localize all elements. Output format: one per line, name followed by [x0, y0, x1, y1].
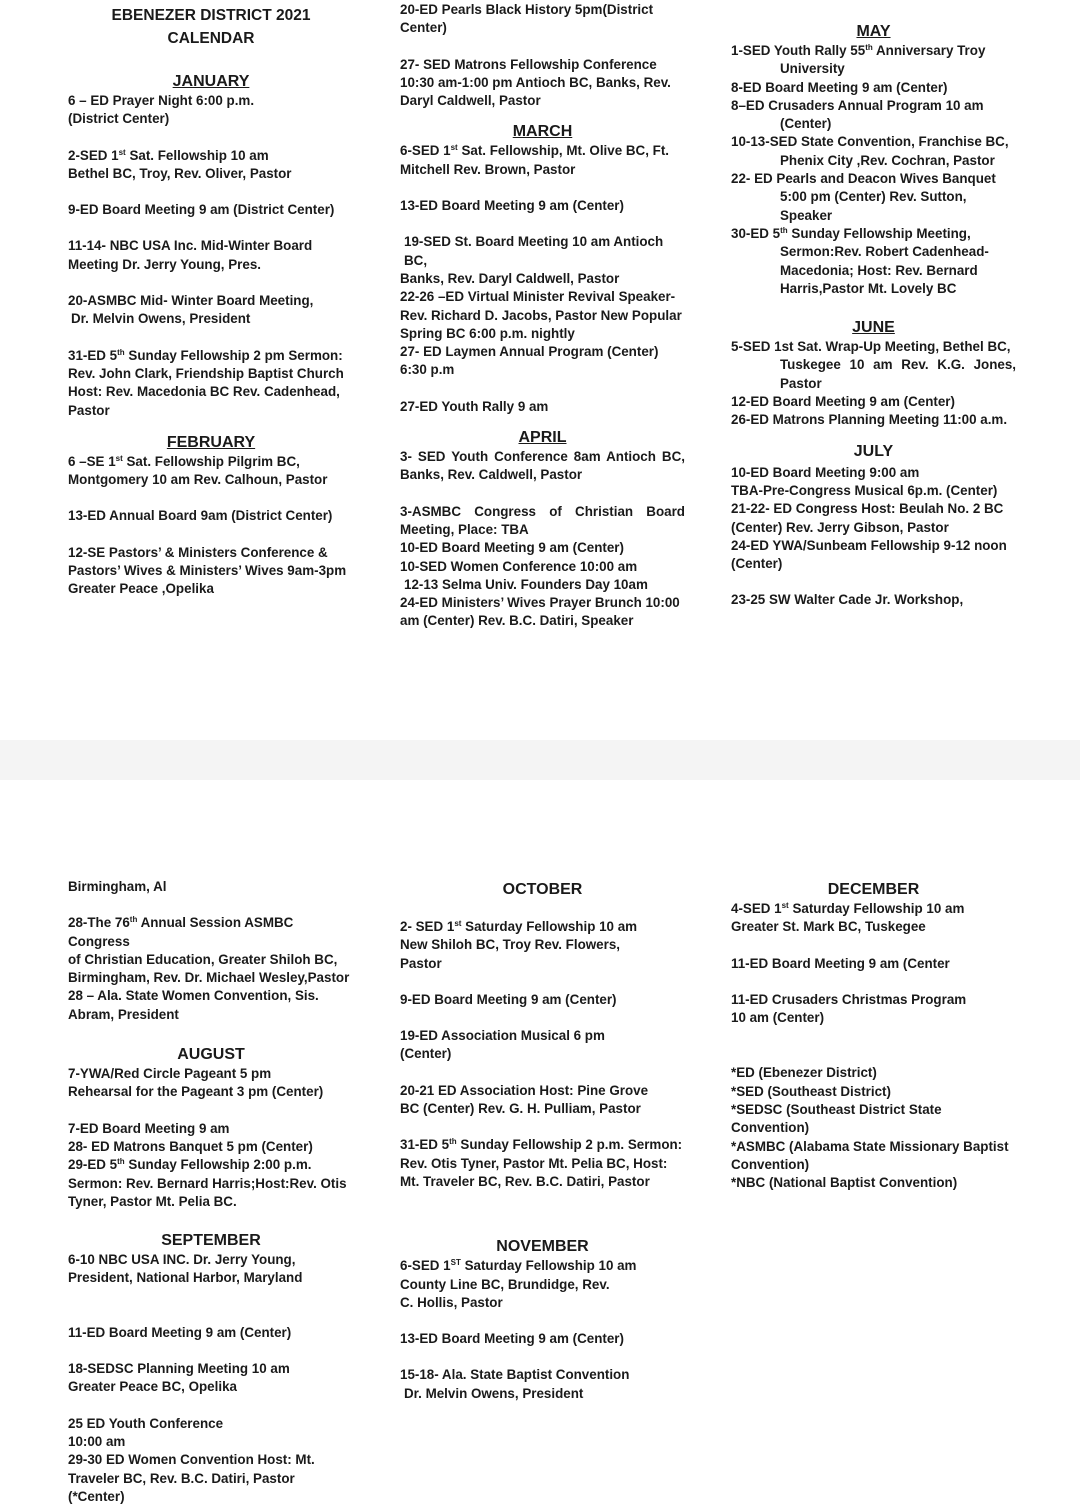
event-line: Spring BC 6:00 p.m. nightly — [400, 325, 575, 341]
event-line: 10-ED Board Meeting 9 am (Center) — [400, 540, 624, 556]
month-heading-may: MAY — [856, 23, 891, 40]
legend-item: *SED (Southeast District) — [731, 1083, 891, 1099]
month-heading-january: JANUARY — [172, 73, 250, 90]
column-1 — [68, 878, 354, 1506]
event-line: 3-ASMBC Congress of Christian Board — [400, 503, 685, 519]
event-line: (Center) — [780, 116, 832, 132]
event-line: Meeting, Place: TBA — [400, 521, 529, 537]
event-line: 13-ED Board Meeting 9 am (Center) — [400, 198, 624, 214]
event-line: Pastor — [400, 955, 442, 971]
event-line: 9-ED Board Meeting 9 am (Center) — [400, 991, 617, 1007]
legend-item: *ED (Ebenezer District) — [731, 1065, 877, 1081]
column-1 — [68, 4, 354, 599]
document-title-line2: CALENDAR — [167, 30, 255, 47]
event-line: 4-SED 1st Saturday Fellowship 10 am — [731, 901, 965, 916]
event-line: Abram, President — [68, 1006, 179, 1022]
event-line: 13-ED Board Meeting 9 am (Center) — [400, 1331, 624, 1347]
event-line: University — [780, 61, 845, 77]
event-line: (District Center) — [68, 111, 170, 127]
event-line: Rehearsal for the Pageant 3 pm (Center) — [68, 1084, 324, 1100]
event-line: (Center) — [731, 556, 783, 572]
event-line: Pastor — [68, 402, 110, 418]
event-line: 15-18- Ala. State Baptist Convention — [400, 1367, 630, 1383]
event-line: 12-13 Selma Univ. Founders Day 10am — [404, 576, 648, 592]
event-line: Traveler BC, Rev. B.C. Datiri, Pastor (*Center) — [68, 1470, 295, 1504]
event-line: Mitchell Rev. Brown, Pastor — [400, 161, 576, 177]
legend-item: *ASMBC (Alabama State Missionary Baptist Convention) — [731, 1138, 1009, 1172]
month-heading-july: JULY — [853, 442, 894, 460]
event-line: 28 – Ala. State Women Convention, Sis. — [68, 988, 319, 1004]
event-line: 7-ED Board Meeting 9 am — [68, 1120, 230, 1136]
event-line: 3- SED Youth Conference 8am Antioch BC, — [400, 449, 685, 465]
event-line: 10:30 am-1:00 pm Antioch BC, Banks, Rev. — [400, 74, 671, 90]
event-line: Pastors’ Wives & Ministers’ Wives 9am-3pm — [68, 563, 347, 579]
event-line: 10-SED Women Conference 10:00 am — [400, 558, 638, 574]
column-2 — [400, 880, 685, 1403]
event-line: 6 – ED Prayer Night 6:00 p.m. — [68, 93, 255, 108]
event-line: 8-ED Board Meeting 9 am (Center) — [731, 79, 948, 95]
event-line: 29-ED 5th Sunday Fellowship 2:00 p.m. — [68, 1157, 312, 1173]
month-heading-march: MARCH — [512, 123, 573, 141]
event-line: 2- SED 1st Saturday Fellowship 10 am — [400, 919, 638, 934]
column-2 — [400, 1, 685, 631]
event-line: Greater Peace BC, Opelika — [68, 1379, 237, 1395]
event-line: 9-ED Board Meeting 9 am (District Center) — [68, 202, 335, 218]
event-line: 30-ED 5th Sunday Fellowship Meeting, — [731, 225, 971, 241]
event-line: New Shiloh BC, Troy Rev. Flowers, — [400, 937, 620, 953]
event-line: C. Hollis, Pastor — [400, 1294, 503, 1310]
event-line: Macedonia; Host: Rev. Bernard — [780, 262, 978, 278]
event-line: President, National Harbor, Maryland — [68, 1270, 303, 1286]
event-line: 10-13-SED State Convention, Franchise BC, — [731, 134, 1009, 150]
event-line: of Christian Education, Greater Shiloh BC, — [68, 951, 338, 967]
event-line: 24-ED Ministers’ Wives Prayer Brunch 10:00 — [400, 595, 680, 611]
event-line: 6-SED 1ST Saturday Fellowship 10 am — [400, 1258, 637, 1274]
event-line: 21-22- ED Congress Host: Beulah No. 2 BC — [731, 501, 1004, 517]
event-line: Host: Rev. Macedonia BC Rev. Cadenhead, — [68, 384, 340, 400]
event-line: Center) — [400, 20, 447, 36]
event-line: 2-SED 1st Sat. Fellowship 10 am — [68, 147, 269, 163]
event-line: TBA-Pre-Congress Musical 6p.m. (Center) — [731, 482, 998, 498]
event-line: Harris,Pastor Mt. Lovely BC — [780, 280, 957, 296]
event-line: 10 am (Center) — [731, 1010, 825, 1026]
event-line: Greater Peace ,Opelika — [68, 581, 214, 597]
event-line: Mt. Traveler BC, Rev. B.C. Datiri, Pastor — [400, 1173, 650, 1189]
event-line: Sermon:Rev. Robert Cadenhead- — [780, 244, 989, 260]
legend-item: *SEDSC (Southeast District State Convention) — [731, 1102, 942, 1136]
event-line: 10-ED Board Meeting 9:00 am — [731, 464, 920, 480]
event-line: 11-ED Crusaders Christmas Program — [731, 991, 967, 1007]
event-line: 23-25 SW Walter Cade Jr. Workshop, — [731, 592, 964, 608]
event-line: 5:00 pm (Center) Rev. Sutton, — [780, 189, 967, 205]
event-line: Dr. Melvin Owens, President — [404, 1385, 584, 1401]
event-line: 19-ED Association Musical 6 pm — [400, 1028, 605, 1044]
event-line: am (Center) Rev. B.C. Datiri, Speaker — [400, 613, 634, 629]
event-line: Bethel BC, Troy, Rev. Oliver, Pastor — [68, 165, 292, 181]
event-line: 11-ED Board Meeting 9 am (Center — [731, 955, 950, 971]
month-heading-august: AUGUST — [177, 1046, 245, 1064]
event-line: 26-ED Matrons Planning Meeting 11:00 a.m. — [731, 412, 1008, 428]
event-line: Pastor — [780, 375, 822, 391]
event-line: 18-SEDSC Planning Meeting 10 am — [68, 1361, 290, 1377]
event-line: 20-ASMBC Mid- Winter Board Meeting, — [68, 293, 314, 309]
event-line: 11-ED Board Meeting 9 am (Center) — [68, 1324, 292, 1340]
column-3 — [731, 880, 1016, 1193]
event-line: 27- SED Matrons Fellowship Conference — [400, 56, 657, 72]
event-line: Phenix City ,Rev. Cochran, Pastor — [780, 152, 995, 168]
event-line: Rev. Otis Tyner, Pastor Mt. Pelia BC, Host: — [400, 1155, 668, 1171]
event-line: Montgomery 10 am Rev. Calhoun, Pastor — [68, 472, 328, 488]
event-line: Greater St. Mark BC, Tuskegee — [731, 919, 926, 935]
event-line: 6-SED 1st Sat. Fellowship, Mt. Olive BC, Ft. — [400, 143, 670, 159]
event-line: 11-14- NBC USA Inc. Mid-Winter Board — [68, 238, 313, 254]
event-line: Banks, Rev. Daryl Caldwell, Pastor — [400, 270, 620, 286]
event-line: Meeting Dr. Jerry Young, Pres. — [68, 256, 261, 272]
event-line: Banks, Rev. Caldwell, Pastor — [400, 467, 583, 483]
event-line: Rev. John Clark, Friendship Baptist Church — [68, 365, 344, 381]
event-line: 6-10 NBC USA INC. Dr. Jerry Young, — [68, 1252, 296, 1268]
event-line: (Center) Rev. Jerry Gibson, Pastor — [731, 519, 949, 535]
calendar-page-2 — [0, 780, 1080, 1504]
document-title-line1: EBENEZER DISTRICT 2021 — [111, 7, 311, 24]
month-heading-october: OCTOBER — [502, 881, 583, 898]
calendar-page-1 — [0, 0, 1080, 740]
event-line: Dr. Melvin Owens, President — [71, 311, 251, 327]
month-heading-june: JUNE — [852, 319, 895, 337]
event-line: 5-SED 1st Sat. Wrap-Up Meeting, Bethel BC, — [731, 339, 1011, 355]
event-line: 6 –SE 1st Sat. Fellowship Pilgrim BC, — [68, 453, 300, 469]
month-heading-february: FEBRUARY — [166, 433, 256, 451]
event-line: BC (Center) Rev. G. H. Pulliam, Pastor — [400, 1101, 641, 1117]
event-line: 10:00 am — [68, 1433, 126, 1449]
event-line: Speaker — [780, 207, 833, 223]
month-heading-september: SEPTEMBER — [161, 1232, 261, 1250]
event-line: 31-ED 5th Sunday Fellowship 2 pm Sermon: — [68, 347, 343, 363]
event-line: 27-ED Youth Rally 9 am — [400, 398, 549, 414]
event-line: 7-YWA/Red Circle Pageant 5 pm — [68, 1066, 272, 1082]
event-line: 29-30 ED Women Convention Host: Mt. — [68, 1452, 315, 1468]
event-line: 13-ED Annual Board 9am (District Center) — [68, 508, 333, 524]
legend-item: *NBC (National Baptist Convention) — [731, 1175, 958, 1191]
month-heading-december: DECEMBER — [827, 881, 920, 898]
event-line: Birmingham, Al — [68, 879, 167, 894]
event-line: Tuskegee 10 am Rev. K.G. Jones, — [780, 357, 1016, 373]
event-line: 20-ED Pearls Black History 5pm(District — [400, 2, 654, 17]
event-line: 28-The 76th Annual Session ASMBC Congress — [68, 915, 294, 949]
event-line: 27- ED Laymen Annual Program (Center) — [400, 344, 659, 360]
event-line: Birmingham, Rev. Dr. Michael Wesley,Pastor — [68, 970, 350, 986]
event-line: 22- ED Pearls and Deacon Wives Banquet — [731, 171, 996, 187]
event-line: (Center) — [400, 1046, 452, 1062]
event-line: 6:30 p.m — [400, 362, 455, 378]
abbreviation-legend — [731, 1064, 1016, 1192]
event-line: 28- ED Matrons Banquet 5 pm (Center) — [68, 1138, 313, 1154]
event-line: 25 ED Youth Conference — [68, 1415, 224, 1431]
event-line: 1-SED Youth Rally 55th Anniversary Troy — [731, 43, 986, 58]
page-separator — [0, 740, 1080, 780]
event-line: 31-ED 5th Sunday Fellowship 2 p.m. Sermon: — [400, 1137, 683, 1153]
event-line: 19-SED St. Board Meeting 10 am Antioch BC, — [404, 234, 664, 268]
month-heading-november: NOVEMBER — [496, 1238, 589, 1256]
event-line: Sermon: Rev. Bernard Harris;Host:Rev. Otis — [68, 1175, 347, 1191]
event-line: 8–ED Crusaders Annual Program 10 am — [731, 97, 984, 113]
event-line: Tyner, Pastor Mt. Pelia BC. — [68, 1193, 237, 1209]
month-heading-april: APRIL — [518, 429, 567, 447]
event-line: 12-SE Pastors’ & Ministers Conference & — [68, 544, 328, 560]
event-line: 24-ED YWA/Sunbeam Fellowship 9-12 noon — [731, 537, 1007, 553]
event-line: 12-ED Board Meeting 9 am (Center) — [731, 394, 955, 410]
column-3 — [731, 22, 1016, 610]
event-line: 22-26 –ED Virtual Minister Revival Speaker- — [400, 289, 676, 305]
event-line: Daryl Caldwell, Pastor — [400, 93, 541, 109]
event-line: 20-21 ED Association Host: Pine Grove — [400, 1082, 649, 1098]
event-line: Rev. Richard D. Jacobs, Pastor New Popular — [400, 307, 682, 323]
event-line: County Line BC, Brundidge, Rev. — [400, 1276, 610, 1292]
